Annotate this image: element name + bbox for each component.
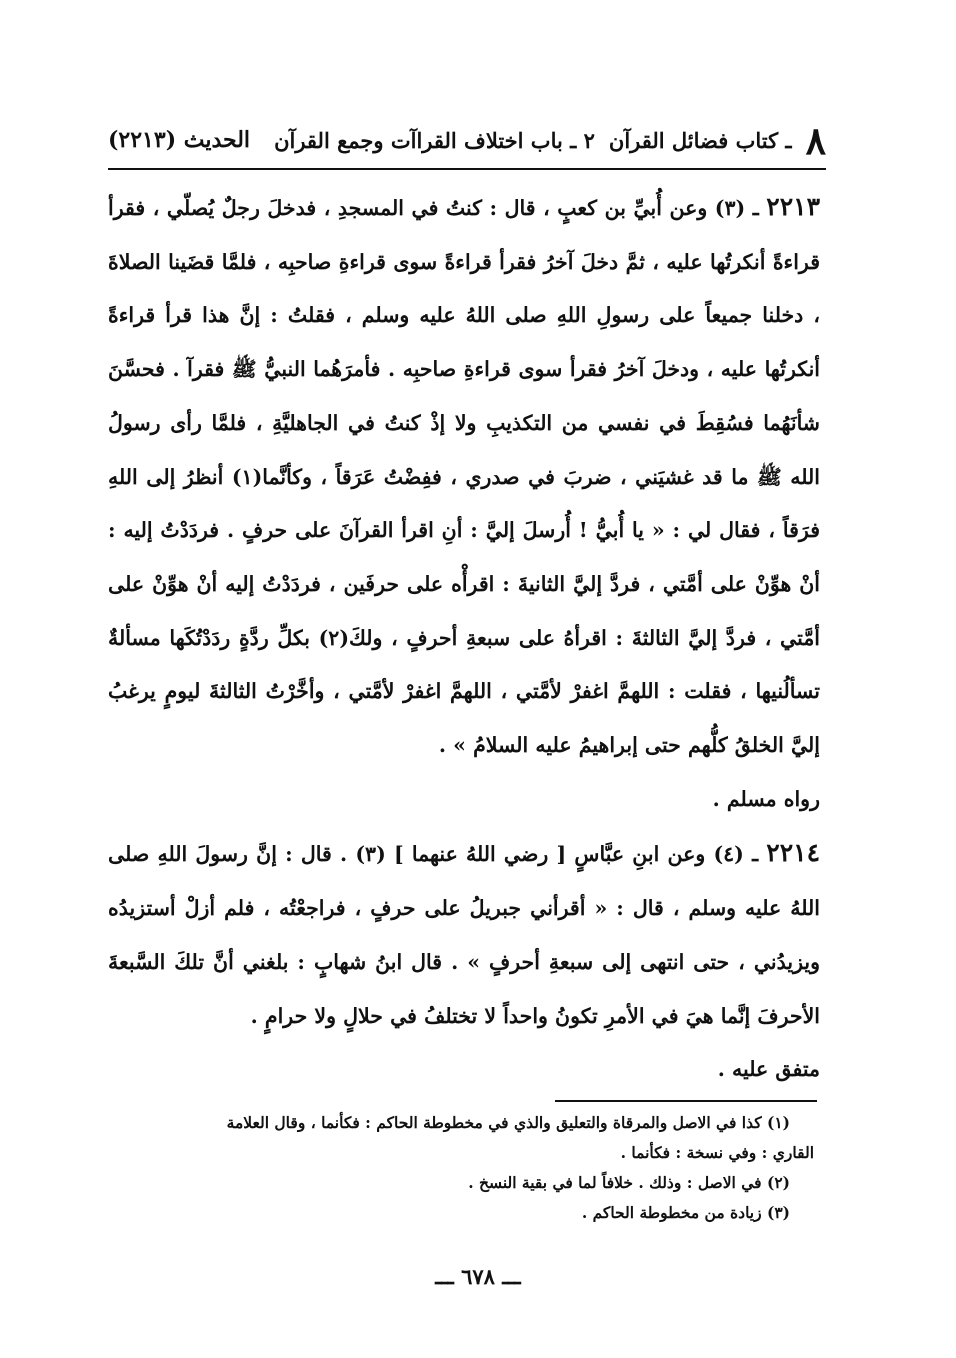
book-title: ـ كتاب فضائل القرآن	[608, 127, 792, 153]
hadith-paragraph	[108, 826, 820, 1043]
hadith-source: متفق عليه .	[717, 1057, 820, 1082]
hadith-text: ـ (٣) وعن أُبيِّ بن كعبٍ ، قال : كنتُ في المسجدِ ، فدخلَ رجلٌ يُصلّي ، فقرأ قراءةً أنكرتُها عليه ، ثمَّ دخلَ آخرُ فقرأ قراءةً سوى قراءةِ صاحبِه ، فلمَّا قضَينا الصلاةَ ، دخلنا جميعاً على رسولِ اللهِ صلى اللهُ عليه وسلم ، فقلتُ : إنَّ هذا قرأ قراءةً أنكرتُها عليه ، ودخلَ آخرُ فقرأ سوى قراءةِ صاحبِه . فأمرَهُما النبيُّ ﷺ فقرآ . فحسَّنَ شأنَهُما فسُقِطَ في نفسي من التكذيبِ ولا إذْ كنتُ في الجاهليَّةِ ، فلمَّا رأى رسولُ الله ﷺ ما قد غشيَني ، ضربَ في صدري ، ففِضْتُ عَرَقاً ، وكأنَّما(١) أنظرُ إلى اللهِ فرَقاً ، فقال لي : « يا أُبيُّ ! أُرسلَ إليَّ : أنِ اقرأ القرآنَ على حرفٍ . فردَدْتُ إليه : أنْ هوِّنْ على أمَّتي ، فردَّ إليَّ الثانيةَ : اقرأْه على حرفَين ، فردَدْتُ إليه أنْ هوِّنْ على أمَّتي ، فردَّ إليَّ الثالثةَ : اقرأهُ على سبعةِ أحرفٍ ، ولكَ(٢) بكلِّ ردَّةٍ ردَدْتُكَها مسألةٌ تسألُنيها ، فقلت : اللهمَّ اغفرْ لأمَّتي ، اللهمَّ اغفرْ لأمَّتي ، وأخَّرْتُ الثالثةَ ليومٍ يرغبُ إليَّ الخلقُ كلُّهم حتى إبراهيمُ عليه السلامُ » .	[108, 196, 821, 758]
footnote-2: (٢) في الاصل : وذلك . خلافاً لما في بقية النسخ .	[468, 1173, 790, 1192]
hadith-number: ٢٢١٣	[766, 192, 820, 221]
footnote-3: (٣) زيادة من مخطوطة الحاكم .	[581, 1203, 790, 1222]
main-text	[108, 180, 820, 1097]
footnotes	[108, 1108, 814, 1228]
footnote-rule	[555, 1100, 817, 1102]
header-hadith-number: الحديث (٢٢١٣)	[108, 127, 251, 153]
footnote-1-continuation: القاري : وفي نسخة : فكأنما .	[620, 1143, 814, 1162]
volume-number: ٨	[805, 117, 826, 163]
running-header	[108, 118, 826, 162]
chapter-title: ٢ ـ باب اختلاف القراآت وجمع القرآن	[274, 127, 595, 153]
hadith-paragraph	[108, 180, 820, 773]
footnote-1: (١) كذا في الاصل والمرقاة والتعليق والذي في مخطوطة الحاكم : فكأنما ، وقال العلامة	[226, 1113, 790, 1132]
header-rule	[108, 168, 826, 170]
page-number: ـــ ٦٧٨ ـــ	[435, 1264, 521, 1289]
hadith-number: ٢٢١٤	[766, 838, 820, 868]
header-right-group	[274, 118, 826, 163]
hadith-text: ـ (٤) وعن ابنِ عبَّاسٍ [ رضي اللهُ عنهما ] (٣) . قال : إنَّ رسولَ اللهِ صلى اللهُ عليه وسلم ، قال : « أقرأني جبريلُ على حرفٍ ، فراجعْتُه ، فلم أزلْ أستزيدُه ويزيدُني ، حتى انتهى إلى سبعةِ أحرفٍ » . قال ابنُ شهابٍ : بلغني أنَّ تلكَ السَّبعةَ الأحرفَ إنَّما هيَ في الأمرِ تكونُ واحداً لا تختلفُ في حلالٍ ولا حرامٍ .	[108, 842, 820, 1028]
hadith-source: رواه مسلم .	[712, 786, 820, 811]
